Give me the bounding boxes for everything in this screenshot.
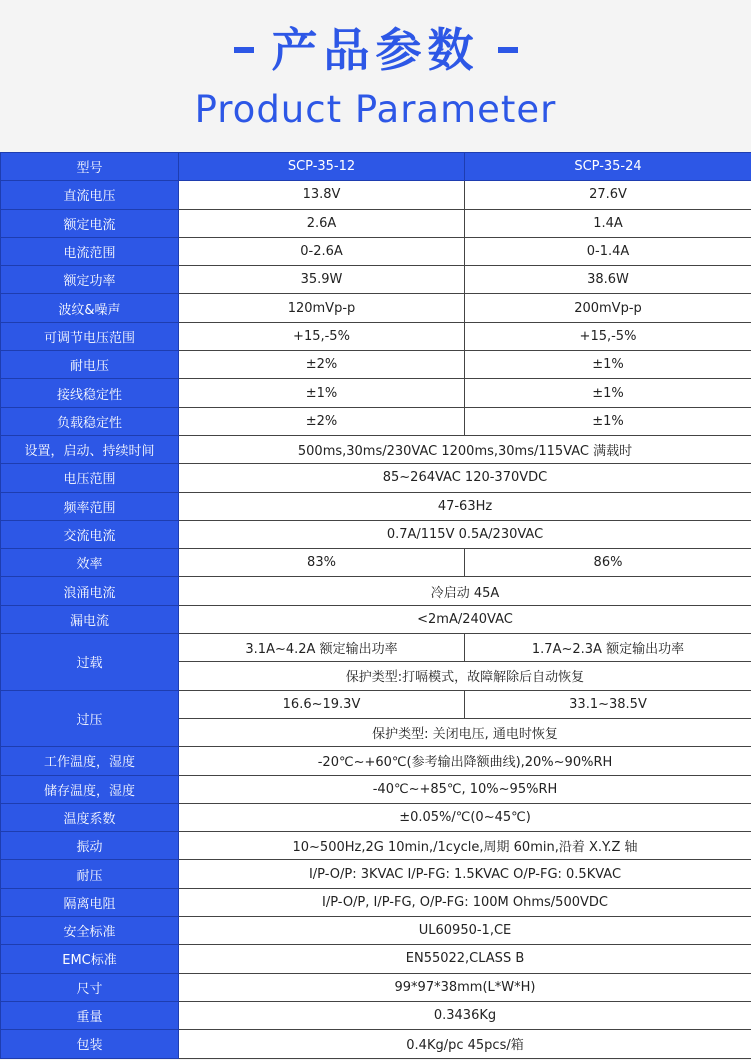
cell-value-shared: 85~264VAC 120-370VDC bbox=[179, 464, 751, 492]
cell-value-12: 13.8V bbox=[179, 181, 465, 209]
row-label: 振动 bbox=[1, 832, 179, 860]
cell-value-shared: 47-63Hz bbox=[179, 492, 751, 520]
row-dc-voltage bbox=[1, 181, 751, 209]
row-label: 尺寸 bbox=[1, 973, 179, 1001]
cell-value-24: 1.7A~2.3A 额定输出功率 bbox=[465, 634, 751, 662]
page-title-en: Product Parameter bbox=[194, 88, 557, 131]
cell-value-shared: 保护类型: 关闭电压, 通电时恢复 bbox=[179, 718, 751, 746]
row-withstand-voltage bbox=[1, 351, 751, 379]
row-label: 效率 bbox=[1, 549, 179, 577]
row-label: 频率范围 bbox=[1, 492, 179, 520]
cell-value-24: +15,-5% bbox=[465, 322, 751, 350]
row-label: EMC标准 bbox=[1, 945, 179, 973]
cell-value-24: ±1% bbox=[465, 407, 751, 435]
row-rated-current bbox=[1, 209, 751, 237]
cell-value-24: 38.6W bbox=[465, 266, 751, 294]
row-weight bbox=[1, 1001, 751, 1029]
title-dash-left bbox=[234, 47, 254, 53]
cell-value-24: 1.4A bbox=[465, 209, 751, 237]
row-safety bbox=[1, 917, 751, 945]
row-vibration bbox=[1, 832, 751, 860]
row-storage-temp bbox=[1, 775, 751, 803]
cell-value-24: ±1% bbox=[465, 351, 751, 379]
cell-value-shared: 0.4Kg/pc 45pcs/箱 bbox=[179, 1030, 751, 1058]
cell-value-12: ±2% bbox=[179, 351, 465, 379]
header-model-12: SCP-35-12 bbox=[179, 153, 465, 181]
cell-value-shared: <2mA/240VAC bbox=[179, 605, 751, 633]
row-withstand bbox=[1, 860, 751, 888]
row-label: 耐压 bbox=[1, 860, 179, 888]
row-label: 直流电压 bbox=[1, 181, 179, 209]
row-label: 额定功率 bbox=[1, 266, 179, 294]
cell-value-24: 27.6V bbox=[465, 181, 751, 209]
cell-value-12: 35.9W bbox=[179, 266, 465, 294]
cell-value-12: 2.6A bbox=[179, 209, 465, 237]
cell-value-shared: 500ms,30ms/230VAC 1200ms,30ms/115VAC 满载时 bbox=[179, 435, 751, 463]
row-current-range bbox=[1, 237, 751, 265]
cell-value-shared: ±0.05%/℃(0~45℃) bbox=[179, 803, 751, 831]
row-label: 接线稳定性 bbox=[1, 379, 179, 407]
row-label: 过载 bbox=[1, 634, 179, 691]
row-label: 可调节电压范围 bbox=[1, 322, 179, 350]
title-cn-text: 产品参数 bbox=[271, 23, 480, 77]
row-label: 漏电流 bbox=[1, 605, 179, 633]
row-ripple-noise bbox=[1, 294, 751, 322]
row-load-regulation bbox=[1, 407, 751, 435]
cell-value-shared: 保护类型:打嗝模式，故障解除后自动恢复 bbox=[179, 662, 751, 690]
row-label: 负载稳定性 bbox=[1, 407, 179, 435]
row-label: 浪涌电流 bbox=[1, 577, 179, 605]
cell-value-24: 200mVp-p bbox=[465, 294, 751, 322]
row-label: 温度系数 bbox=[1, 803, 179, 831]
cell-value-12: 120mVp-p bbox=[179, 294, 465, 322]
row-emc bbox=[1, 945, 751, 973]
cell-value-shared: 0.3436Kg bbox=[179, 1001, 751, 1029]
row-leakage-current bbox=[1, 605, 751, 633]
row-isolation bbox=[1, 888, 751, 916]
row-overload bbox=[1, 634, 751, 662]
cell-value-shared: UL60950-1,CE bbox=[179, 917, 751, 945]
cell-value-12: 0-2.6A bbox=[179, 237, 465, 265]
parameter-table bbox=[0, 152, 751, 1059]
row-voltage-range bbox=[1, 464, 751, 492]
row-label: 设置，启动、持续时间 bbox=[1, 435, 179, 463]
row-label: 波纹&噪声 bbox=[1, 294, 179, 322]
cell-value-shared: 10~500Hz,2G 10min,/1cycle,周期 60min,沿着 X.Y.Z 轴 bbox=[179, 832, 751, 860]
row-working-temp bbox=[1, 747, 751, 775]
cell-value-12: +15,-5% bbox=[179, 322, 465, 350]
header-model-24: SCP-35-24 bbox=[465, 153, 751, 181]
cell-value-24: 0-1.4A bbox=[465, 237, 751, 265]
cell-value-shared: -40℃~+85℃, 10%~95%RH bbox=[179, 775, 751, 803]
cell-value-12: 3.1A~4.2A 额定输出功率 bbox=[179, 634, 465, 662]
row-efficiency bbox=[1, 549, 751, 577]
row-inrush-current bbox=[1, 577, 751, 605]
row-label: 交流电流 bbox=[1, 520, 179, 548]
row-label: 过压 bbox=[1, 690, 179, 747]
row-setup-hold bbox=[1, 435, 751, 463]
page-title-cn bbox=[0, 22, 751, 78]
row-adj-voltage bbox=[1, 322, 751, 350]
cell-value-shared: I/P-O/P, I/P-FG, O/P-FG: 100M Ohms/500VDC bbox=[179, 888, 751, 916]
row-ac-current bbox=[1, 520, 751, 548]
table-header-row bbox=[1, 153, 751, 181]
title-dash-right bbox=[498, 47, 518, 53]
cell-value-shared: 99*97*38mm(L*W*H) bbox=[179, 973, 751, 1001]
cell-value-shared: EN55022,CLASS B bbox=[179, 945, 751, 973]
row-overvoltage bbox=[1, 690, 751, 718]
cell-value-shared: -20℃~+60℃(参考输出降额曲线),20%~90%RH bbox=[179, 747, 751, 775]
cell-value-12: 83% bbox=[179, 549, 465, 577]
row-label: 安全标准 bbox=[1, 917, 179, 945]
row-label: 耐电压 bbox=[1, 351, 179, 379]
cell-value-12: ±1% bbox=[179, 379, 465, 407]
row-temp-coeff bbox=[1, 803, 751, 831]
row-label: 储存温度，湿度 bbox=[1, 775, 179, 803]
cell-value-24: 33.1~38.5V bbox=[465, 690, 751, 718]
row-label: 重量 bbox=[1, 1001, 179, 1029]
row-rated-power bbox=[1, 266, 751, 294]
cell-value-shared: 冷启动 45A bbox=[179, 577, 751, 605]
row-label: 隔离电阻 bbox=[1, 888, 179, 916]
row-line-regulation bbox=[1, 379, 751, 407]
cell-value-12: 16.6~19.3V bbox=[179, 690, 465, 718]
row-label: 额定电流 bbox=[1, 209, 179, 237]
row-packing bbox=[1, 1030, 751, 1058]
cell-value-12: ±2% bbox=[179, 407, 465, 435]
row-label: 包装 bbox=[1, 1030, 179, 1058]
page-header bbox=[0, 0, 751, 150]
cell-value-shared: I/P-O/P: 3KVAC I/P-FG: 1.5KVAC O/P-FG: 0.5KVAC bbox=[179, 860, 751, 888]
row-label: 电流范围 bbox=[1, 237, 179, 265]
row-dimension bbox=[1, 973, 751, 1001]
cell-value-24: ±1% bbox=[465, 379, 751, 407]
cell-value-24: 86% bbox=[465, 549, 751, 577]
row-freq-range bbox=[1, 492, 751, 520]
row-label: 工作温度，湿度 bbox=[1, 747, 179, 775]
cell-value-shared: 0.7A/115V 0.5A/230VAC bbox=[179, 520, 751, 548]
row-label: 电压范围 bbox=[1, 464, 179, 492]
header-model: 型号 bbox=[1, 153, 179, 181]
